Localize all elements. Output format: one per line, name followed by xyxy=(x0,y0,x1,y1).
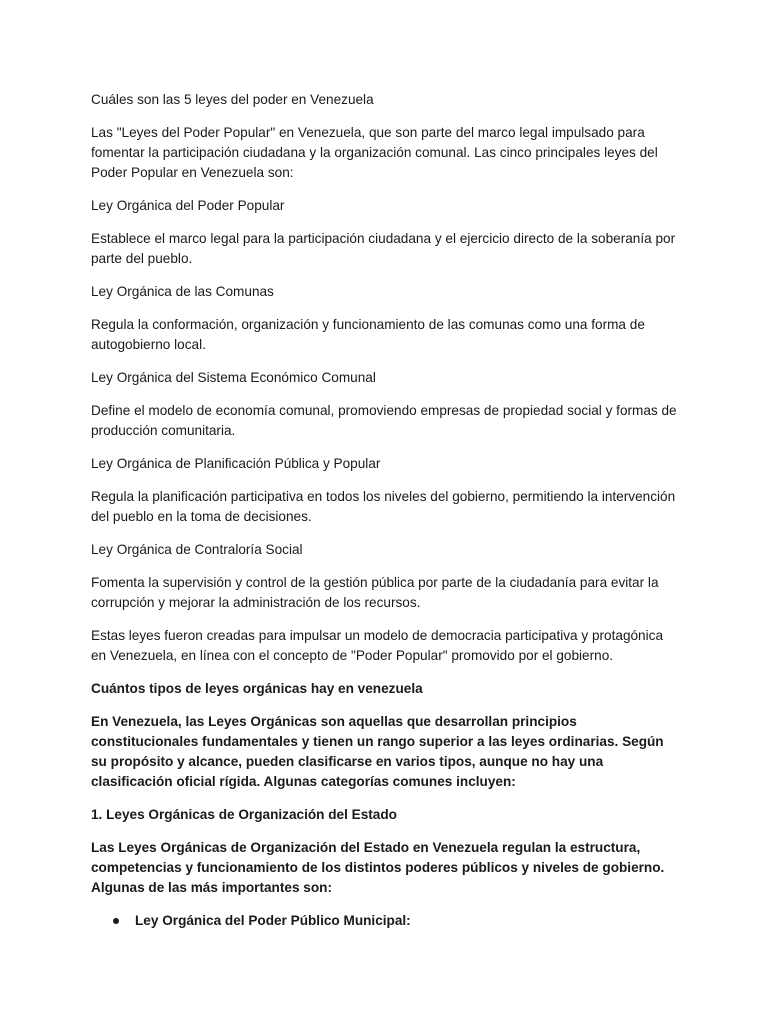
law-3-description: Define el modelo de economía comunal, promoviendo empresas de propiedad social y formas de producción comunitaria. xyxy=(91,403,677,438)
law-2-description: Regula la conformación, organización y funcionamiento de las comunas como una forma de autogobierno local. xyxy=(91,317,645,352)
law-1-description: Establece el marco legal para la participación ciudadana y el ejercicio directo de la soberanía por parte del pueblo. xyxy=(91,231,676,266)
law-3-name: Ley Orgánica del Sistema Económico Comunal xyxy=(91,370,376,385)
bullet-icon xyxy=(113,918,119,924)
section-2-intro: En Venezuela, las Leyes Orgánicas son aquellas que desarrollan principios constitucionales fundamentales y tienen un rango superior a las leyes ordinarias. Según su propósito y alcance, pueden clasificarse en varios tipos, aunque no hay una clasificación oficial rígida. Algunas categorías comunes incluyen: xyxy=(91,714,664,789)
document-body xyxy=(91,90,681,931)
subsection-1-body: Las Leyes Orgánicas de Organización del Estado en Venezuela regulan la estructura, competencias y funcionamiento de los distintos poderes públicos y niveles de gobierno. Algunas de las más importantes son: xyxy=(91,840,665,895)
law-1-name: Ley Orgánica del Poder Popular xyxy=(91,198,285,213)
document-title: Cuáles son las 5 leyes del poder en Venezuela xyxy=(91,92,374,107)
law-4-name: Ley Orgánica de Planificación Pública y Popular xyxy=(91,456,381,471)
closing-paragraph: Estas leyes fueron creadas para impulsar un modelo de democracia participativa y protagónica en Venezuela, en línea con el concepto de "Poder Popular" promovido por el gobierno. xyxy=(91,628,663,663)
subsection-1-heading: 1. Leyes Orgánicas de Organización del Estado xyxy=(91,807,397,822)
bullet-text: Ley Orgánica del Poder Público Municipal: xyxy=(135,913,411,928)
bullet-list xyxy=(91,911,681,931)
law-5-name: Ley Orgánica de Contraloría Social xyxy=(91,542,303,557)
law-5-description: Fomenta la supervisión y control de la gestión pública por parte de la ciudadanía para evitar la corrupción y mejorar la administración de los recursos. xyxy=(91,575,659,610)
law-2-name: Ley Orgánica de las Comunas xyxy=(91,284,274,299)
list-item xyxy=(91,911,681,931)
intro-paragraph: Las "Leyes del Poder Popular" en Venezuela, que son parte del marco legal impulsado para fomentar la participación ciudadana y la organización comunal. Las cinco principales leyes del Poder Popular en Venezuela son: xyxy=(91,125,658,180)
law-4-description: Regula la planificación participativa en todos los niveles del gobierno, permitiendo la intervención del pueblo en la toma de decisiones. xyxy=(91,489,676,524)
section-2-heading: Cuántos tipos de leyes orgánicas hay en venezuela xyxy=(91,681,423,696)
